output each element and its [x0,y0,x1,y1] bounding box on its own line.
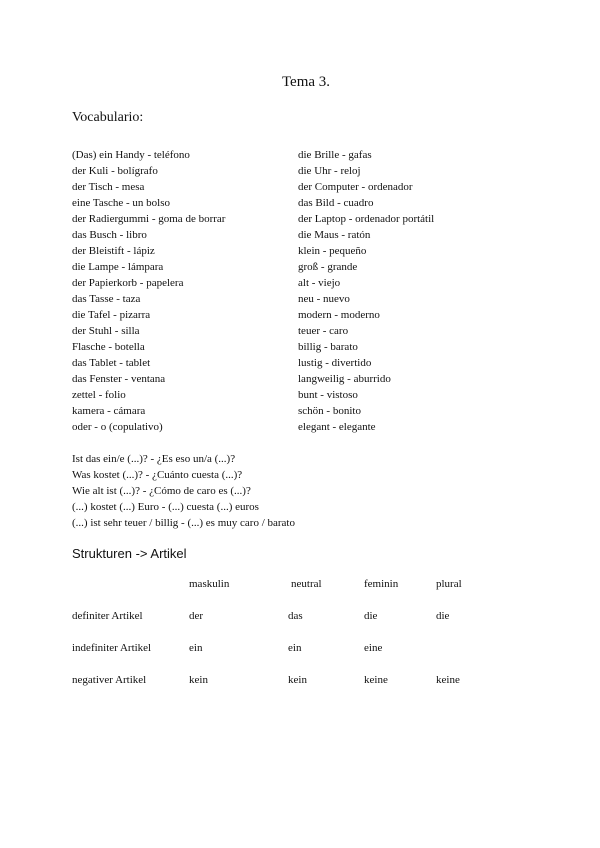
vocabulary-list-right [298,147,434,435]
table-cell: die [436,610,450,622]
vocab-item: der Laptop - ordenador portátil [298,213,435,225]
table-row [72,674,496,706]
table-header-row [72,578,496,610]
vocab-item: das Bild - cuadro [298,197,374,209]
vocab-item: die Uhr - reloj [298,165,361,177]
table-row [72,610,496,642]
vocab-item: klein - pequeño [298,245,367,257]
table-row-label: indefiniter Artikel [72,642,152,654]
table-header-cell: feminin [364,578,399,590]
vocab-item: das Tablet - tablet [72,357,151,369]
vocab-item: zettel - folio [72,389,126,401]
vocab-item: die Brille - gafas [298,149,372,161]
vocab-item: langweilig - aburrido [298,373,391,385]
vocab-item: die Tafel - pizarra [72,309,151,321]
table-cell: die [364,610,378,622]
table-row-label: negativer Artikel [72,674,147,686]
vocab-item: der Kuli - bolígrafo [72,165,158,177]
vocabulary-heading: Vocabulario: [72,110,144,125]
table-header-cell: neutral [291,578,322,590]
vocab-item: Flasche - botella [72,341,145,353]
table-cell: ein [189,642,203,654]
vocab-item: der Bleistift - lápiz [72,245,155,257]
vocab-item: der Papierkorb - papelera [72,277,184,289]
vocab-item: kamera - cámara [72,405,146,417]
vocab-item: eine Tasche - un bolso [72,197,171,209]
vocab-item: billig - barato [298,341,358,353]
vocab-item: der Computer - ordenador [298,181,413,193]
page-title: Tema 3. [281,74,331,90]
phrase-item: (...) kostet (...) Euro - (...) cuesta (...) euros [72,501,259,513]
table-cell: eine [364,642,383,654]
table-header-cell: maskulin [189,578,230,590]
vocab-item: (Das) ein Handy - teléfono [72,149,190,161]
vocabulary-list-left [72,147,225,435]
structures-heading: Strukturen -> Artikel [72,546,187,561]
table-cell: ein [288,642,302,654]
table-header-cell: plural [436,578,462,590]
vocab-item: das Tasse - taza [72,293,141,305]
table-row [72,642,496,674]
vocab-item: elegant - elegante [298,421,376,433]
articles-table [72,578,496,706]
vocab-item: die Lampe - lámpara [72,261,164,273]
phrase-item: Was kostet (...)? - ¿Cuánto cuesta (...)? [72,469,243,481]
table-cell: kein [288,674,307,686]
table-cell: das [288,610,303,622]
vocab-item: alt - viejo [298,277,341,289]
vocab-item: teuer - caro [298,325,349,337]
phrase-item: (...) ist sehr teuer / billig - (...) es muy caro / barato [72,517,295,529]
table-cell [436,642,496,674]
vocab-item: modern - moderno [298,309,380,321]
table-cell: keine [436,674,460,686]
table-cell: kein [189,674,208,686]
vocab-item: bunt - vistoso [298,389,358,401]
vocab-item: der Radiergummi - goma de borrar [72,213,226,225]
vocab-item: groß - grande [298,261,358,273]
table-row-label: definiter Artikel [72,610,143,622]
phrase-list [72,451,295,531]
vocab-item: die Maus - ratón [298,229,371,241]
phrase-item: Wie alt ist (...)? - ¿Cómo de caro es (...)? [72,485,251,497]
table-header-cell [72,578,189,610]
vocab-item: der Tisch - mesa [72,181,145,193]
vocab-item: oder - o (copulativo) [72,421,163,433]
vocab-item: neu - nuevo [298,293,350,305]
vocab-item: das Busch - libro [72,229,147,241]
table-cell: der [189,610,204,622]
vocab-item: schön - bonito [298,405,361,417]
phrase-item: Ist das ein/e (...)? - ¿Es eso un/a (...)? [72,453,236,465]
vocab-item: der Stuhl - silla [72,325,140,337]
vocab-item: lustig - divertido [298,357,372,369]
table-cell: keine [364,674,388,686]
vocab-item: das Fenster - ventana [72,373,166,385]
